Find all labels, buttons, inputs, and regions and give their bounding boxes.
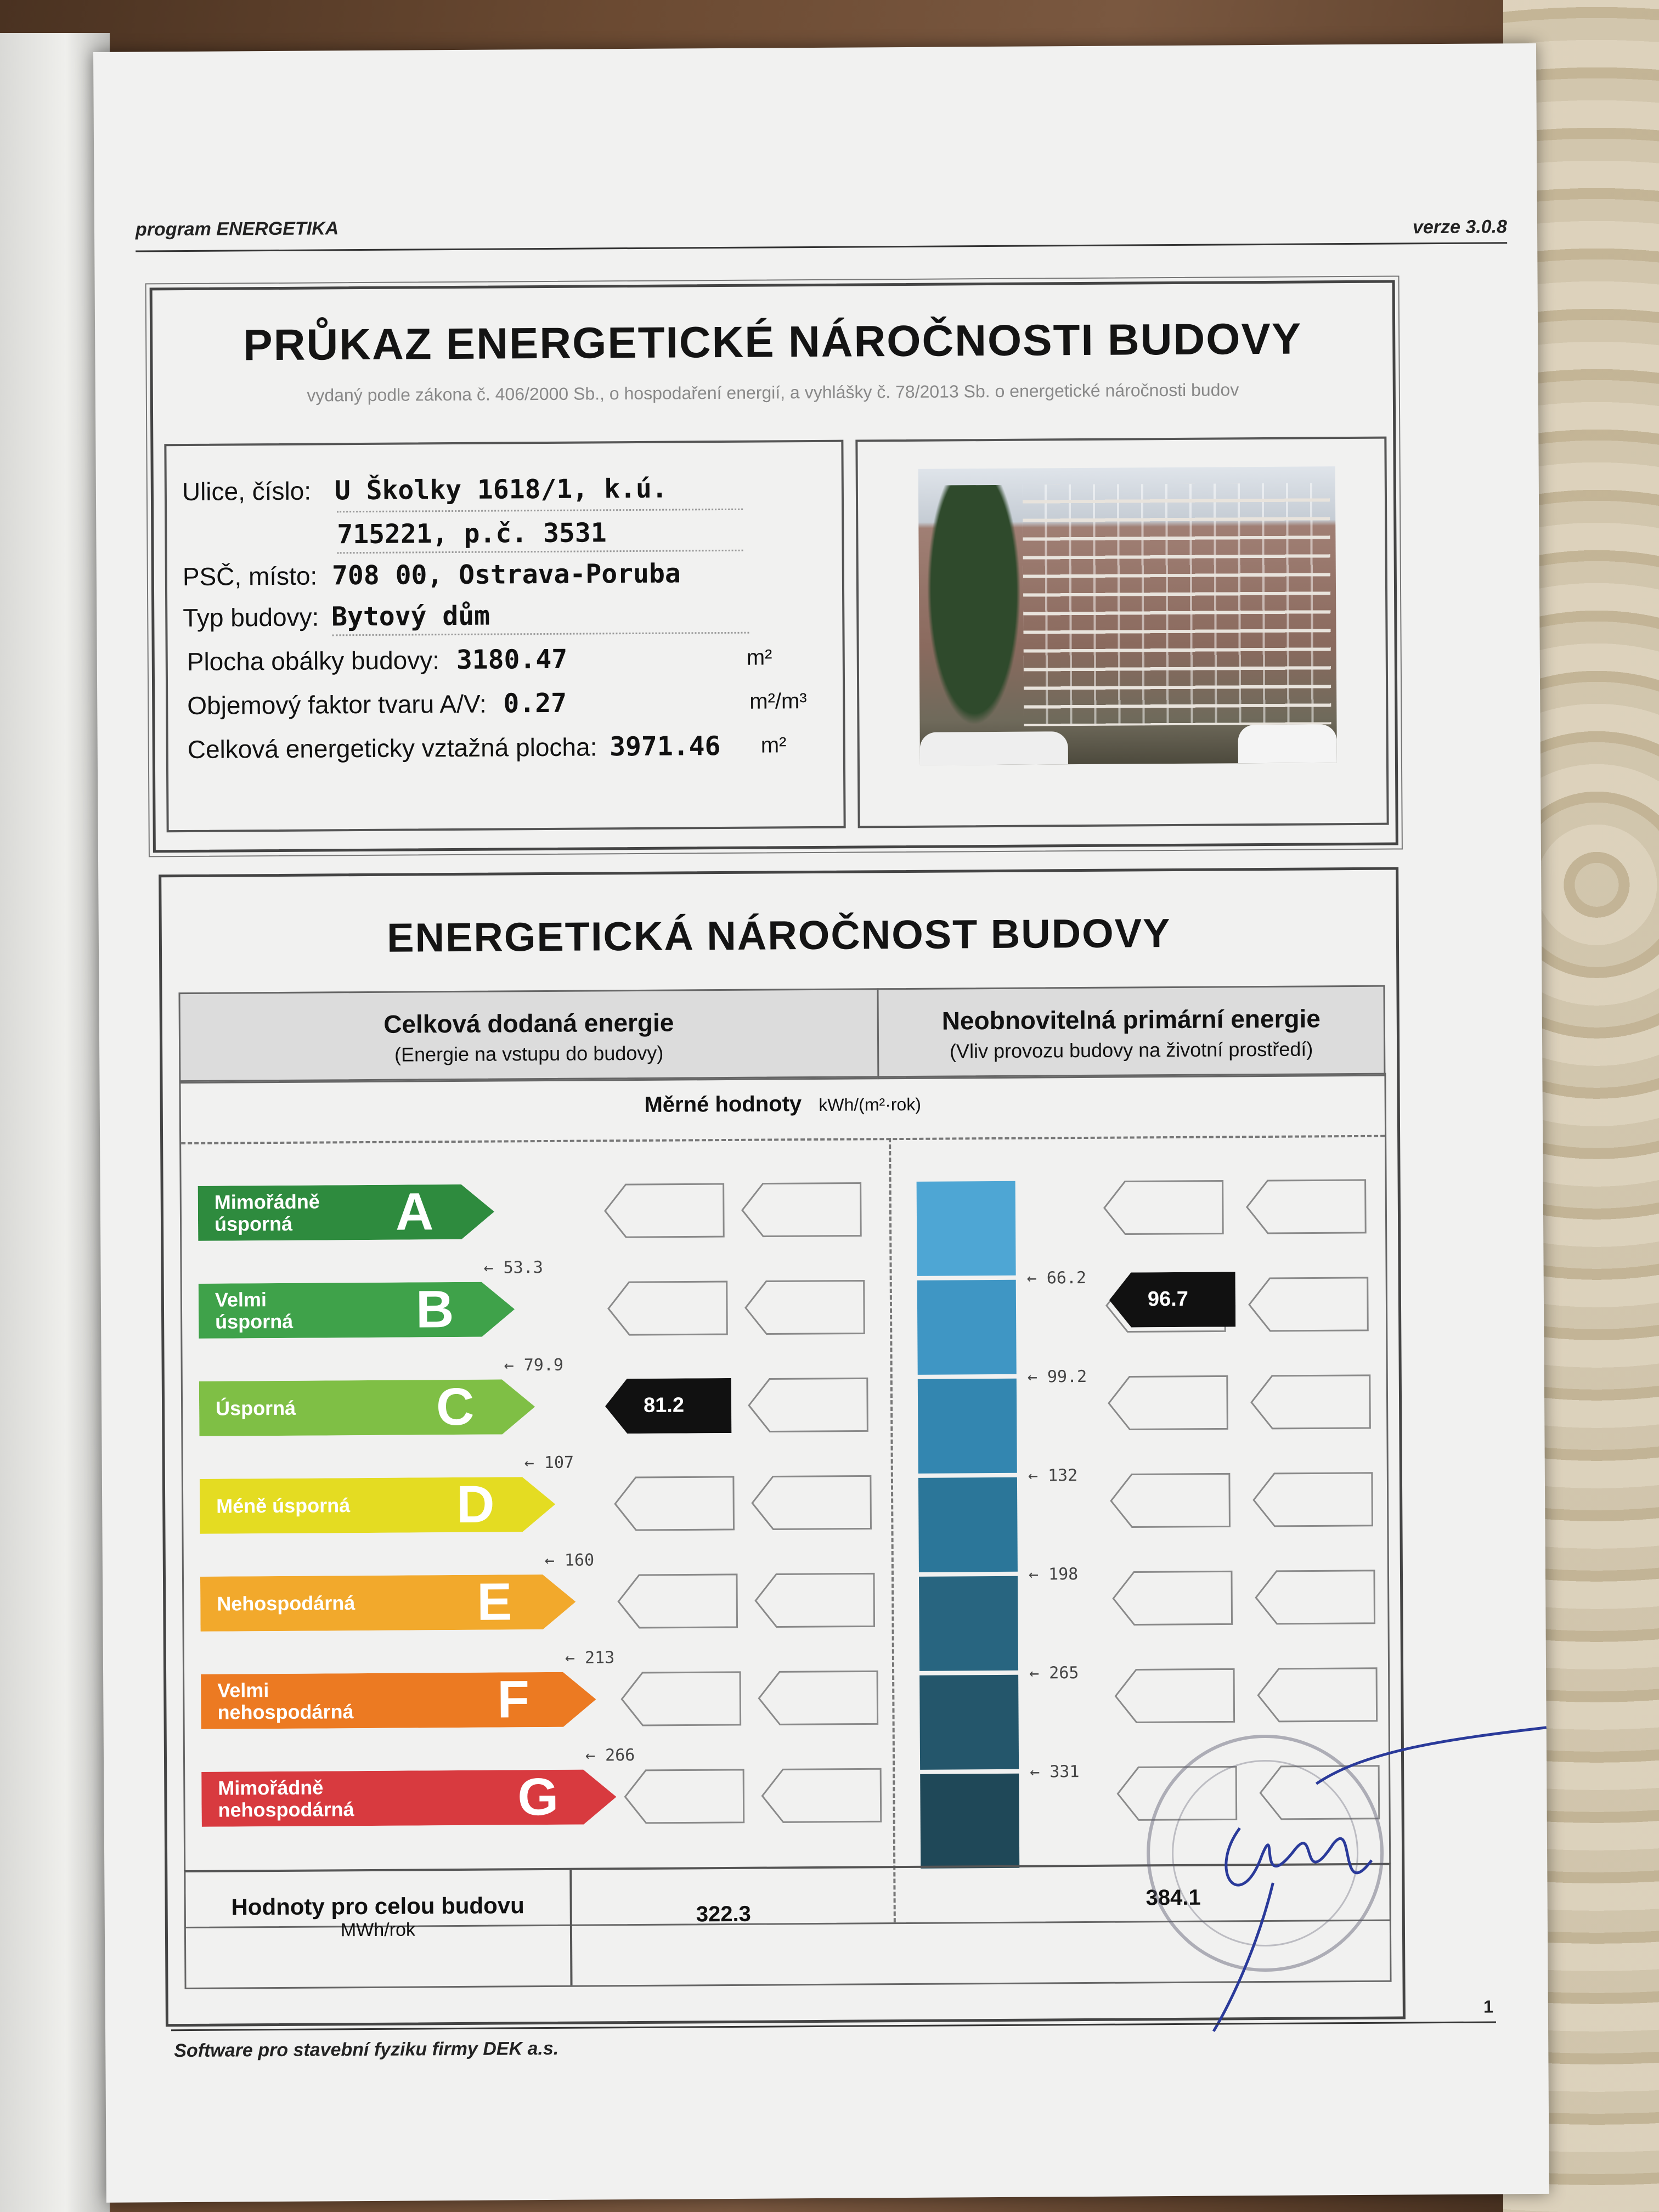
shape-unit: m²/m³: [749, 689, 807, 714]
empty-value-marker: [761, 1768, 882, 1823]
total-primary-value: 384.1: [1146, 1885, 1201, 1910]
building-photo: [918, 466, 1337, 765]
street-row-2: [337, 517, 607, 550]
scale-segment: [920, 1774, 1019, 1869]
car: [920, 731, 1068, 765]
delivered-energy-subtitle: (Energie na vstupu do budovy): [394, 1041, 664, 1066]
primary-energy-scale: [917, 1181, 1020, 1884]
type-label: Typ budovy:: [183, 602, 319, 633]
dotline: [337, 550, 743, 554]
scale-segment: [917, 1181, 1016, 1276]
left-limit-mark: ← 213: [565, 1648, 615, 1668]
empty-value-marker: [748, 1377, 869, 1432]
right-limit-mark: ← 66.2: [1026, 1268, 1087, 1288]
type-row: [183, 601, 490, 633]
totals-label: Hodnoty pro celou budovu: [231, 1892, 524, 1920]
right-limit-mark: ← 198: [1028, 1565, 1079, 1584]
empty-value-marker: [758, 1670, 879, 1725]
shape-row: [187, 688, 567, 721]
scale-segment: [917, 1280, 1017, 1375]
street-row: [182, 473, 668, 507]
delivered-energy-header: [178, 988, 879, 1084]
class-letter: A: [395, 1182, 434, 1242]
left-limit-mark: ← 53.3: [483, 1258, 544, 1278]
totals-label-cell: [185, 1870, 572, 1988]
car: [1238, 724, 1337, 763]
class-band-b: [199, 1282, 515, 1339]
primary-energy-subtitle: (Vliv provozu budovy na životní prostředí): [949, 1037, 1313, 1063]
signature: [1173, 1717, 1560, 2048]
area-label: Celková energeticky vztažná plocha:: [187, 732, 597, 764]
dashed-divider: [181, 1135, 1385, 1144]
empty-value-marker: [1108, 1375, 1229, 1430]
tree: [918, 485, 1030, 749]
empty-value-marker: [1112, 1570, 1233, 1626]
software-credit: Software pro stavební fyziku firmy DEK a.s.: [174, 2038, 559, 2062]
empty-value-marker: [1250, 1374, 1372, 1430]
rating-title: ENERGETICKÁ NÁROČNOST BUDOVY: [387, 910, 1171, 961]
area-row: [188, 731, 721, 765]
empty-value-marker: [1257, 1667, 1378, 1723]
class-band-e: [200, 1572, 576, 1632]
empty-value-marker: [754, 1572, 876, 1628]
envelope-unit: m²: [746, 645, 772, 670]
dashed-column-divider: [889, 1138, 896, 1922]
empty-value-marker: [741, 1182, 862, 1237]
shape-label: Objemový faktor tvaru A/V:: [187, 689, 487, 720]
empty-value-marker: [1252, 1472, 1374, 1527]
empty-value-marker: [1246, 1179, 1367, 1234]
scale-segment: [919, 1675, 1019, 1770]
class-label: Mimořádně nehospodárná: [218, 1776, 354, 1821]
class-letter: G: [517, 1767, 559, 1827]
empty-value-marker: [624, 1769, 745, 1824]
empty-value-marker: [744, 1279, 866, 1335]
class-letter: D: [456, 1475, 495, 1534]
certificate-header-box: [150, 280, 1398, 853]
certificate-title: PRŮKAZ ENERGETICKÉ NÁROČNOSTI BUDOVY: [243, 314, 1302, 370]
class-band-d: [200, 1477, 556, 1534]
right-limit-mark: ← 99.2: [1027, 1367, 1087, 1387]
envelope-row: [187, 644, 568, 677]
street-label: Ulice, číslo:: [182, 476, 312, 506]
empty-value-marker: [751, 1475, 872, 1530]
dotline: [337, 509, 743, 513]
class-band-a: [198, 1184, 495, 1241]
envelope-label: Plocha obálky budovy:: [187, 646, 440, 676]
type-value: Bytový dům: [331, 600, 490, 633]
building-facade: [1023, 483, 1331, 726]
psc-value: 708 00, Ostrava-Poruba: [331, 558, 681, 591]
delivered-energy-title: Celková dodaná energie: [383, 1008, 674, 1039]
scale-segment: [918, 1477, 1018, 1572]
area-unit: m²: [760, 733, 787, 758]
class-label: Velmi nehospodárná: [217, 1679, 354, 1724]
class-label: Velmi úsporná: [215, 1288, 294, 1333]
page-number: 1: [1483, 1996, 1493, 2017]
primary-energy-title: Neobnovitelná primární energie: [941, 1004, 1321, 1035]
building-info-panel: [164, 440, 845, 833]
street-value-2: 715221, p.č. 3531: [337, 517, 607, 550]
area-value: 3971.46: [609, 731, 721, 763]
program-version: verze 3.0.8: [1412, 216, 1508, 238]
empty-value-marker: [1255, 1570, 1376, 1625]
right-limit-mark: ← 331: [1030, 1762, 1080, 1782]
left-limit-mark: ← 266: [585, 1746, 635, 1765]
empty-value-marker: [1114, 1668, 1235, 1723]
certificate-subtitle: vydaný podle zákona č. 406/2000 Sb., o hospodaření energií, a vyhlášky č. 78/2013 Sb. o energetické náročnosti budov: [307, 380, 1239, 405]
empty-value-marker: [614, 1476, 735, 1531]
delivered-energy-marker: [605, 1378, 732, 1434]
left-limit-mark: ← 107: [524, 1453, 574, 1473]
empty-value-marker: [617, 1573, 738, 1629]
left-limit-mark: ← 160: [544, 1550, 595, 1571]
class-letter: B: [415, 1280, 454, 1339]
delivered-energy-value: 81.2: [643, 1393, 685, 1417]
class-label: Méně úsporná: [216, 1494, 351, 1517]
class-band-c: [199, 1379, 535, 1436]
class-letter: C: [436, 1377, 475, 1437]
empty-value-marker: [1248, 1277, 1369, 1332]
right-limit-mark: ← 265: [1029, 1663, 1079, 1683]
shape-value: 0.27: [503, 687, 567, 719]
specific-values-unit: kWh/(m²·rok): [819, 1094, 922, 1115]
totals-unit: MWh/rok: [340, 1919, 416, 1941]
primary-energy-value: 96.7: [1147, 1287, 1189, 1311]
class-label: Nehospodárná: [217, 1592, 356, 1615]
primary-energy-header: [877, 985, 1385, 1080]
empty-value-marker: [604, 1183, 725, 1238]
psc-label: PSČ, místo:: [182, 561, 318, 591]
left-page-edge: [0, 33, 110, 2212]
empty-value-marker: [607, 1280, 729, 1336]
class-band-g: [201, 1769, 617, 1827]
empty-value-marker: [1110, 1472, 1231, 1528]
left-limit-mark: ← 79.9: [504, 1355, 564, 1375]
building-photo-frame: [855, 437, 1389, 828]
scale-segment: [918, 1379, 1017, 1474]
document-page: [93, 43, 1549, 2203]
street-value-1: U Školky 1618/1, k.ú.: [334, 473, 668, 506]
header-divider: [136, 242, 1507, 252]
primary-energy-marker: [1109, 1272, 1236, 1327]
class-label: Mimořádně úsporná: [214, 1190, 320, 1235]
right-limit-mark: ← 132: [1028, 1466, 1078, 1486]
class-label: Úsporná: [215, 1396, 296, 1420]
envelope-value: 3180.47: [456, 644, 568, 675]
class-band-f: [201, 1672, 596, 1729]
specific-values-label: Měrné hodnoty: [644, 1092, 802, 1117]
total-delivered-value: 322.3: [696, 1901, 751, 1927]
scale-segment: [919, 1576, 1018, 1671]
class-letter: F: [497, 1670, 530, 1729]
empty-value-marker: [620, 1671, 742, 1726]
class-letter: E: [476, 1572, 512, 1632]
psc-row: [183, 558, 681, 592]
dotline: [332, 632, 749, 636]
specific-values-heading: [181, 1088, 1385, 1120]
empty-value-marker: [1103, 1180, 1224, 1235]
program-name: program ENERGETIKA: [135, 218, 339, 240]
